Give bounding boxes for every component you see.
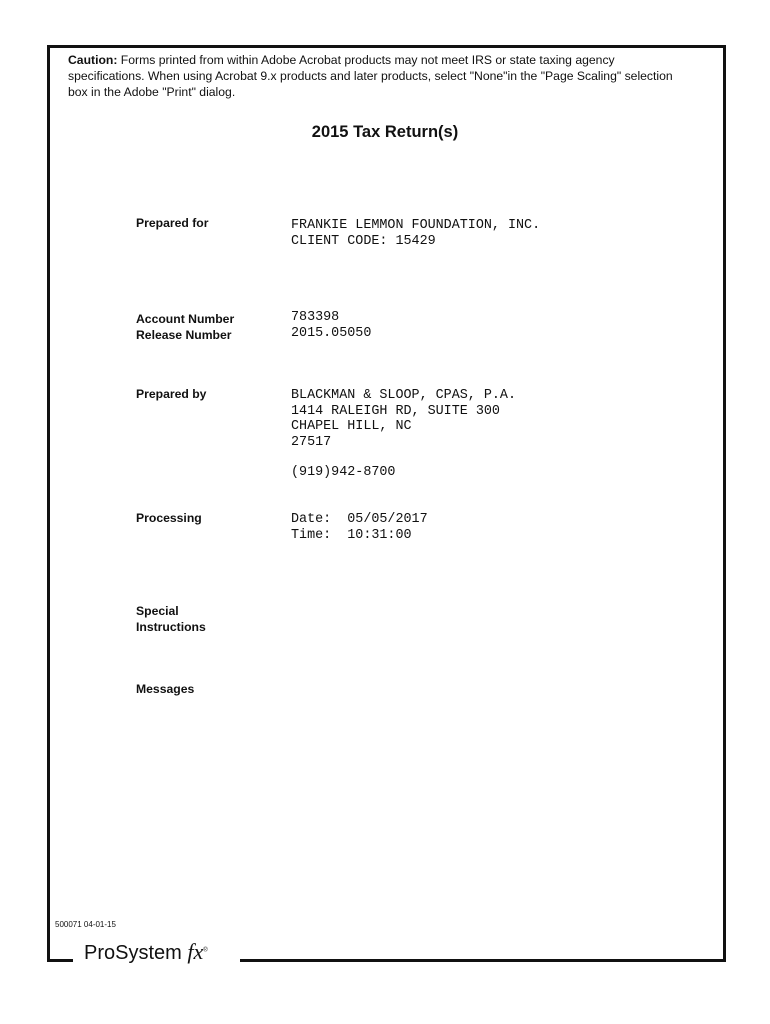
caution-label: Caution: bbox=[68, 53, 118, 67]
release-number-value: 2015.05050 bbox=[291, 325, 372, 341]
release-number-label: Release Number bbox=[136, 328, 232, 342]
client-code: CLIENT CODE: 15429 bbox=[291, 233, 436, 249]
account-number-value: 783398 bbox=[291, 310, 340, 325]
caution-text: Forms printed from within Adobe Acrobat products may not meet IRS or state taxing agency specifications. When using Acrobat 9.x products and later products, select "None"in the "Page Scaling" selection box in the Adobe "Print" dialog. bbox=[68, 53, 673, 99]
processing-date: Date: 05/05/2017 bbox=[291, 512, 428, 527]
account-number-label: Account Number bbox=[136, 312, 235, 326]
page-title: 2015 Tax Return(s) bbox=[311, 123, 459, 141]
brand-registered-mark: ® bbox=[203, 947, 208, 954]
page-border bbox=[47, 45, 726, 962]
preparer-name: BLACKMAN & SLOOP, CPAS, P.A. bbox=[291, 388, 516, 403]
bottom-rule-right bbox=[240, 959, 723, 962]
caution-notice bbox=[68, 52, 688, 100]
preparer-address-city: CHAPEL HILL, NC bbox=[291, 419, 412, 434]
brand-main: ProSystem bbox=[84, 942, 188, 964]
processing-time: Time: 10:31:00 bbox=[291, 527, 412, 543]
preparer-address-street: 1414 RALEIGH RD, SUITE 300 bbox=[291, 403, 500, 419]
prepared-for-label: Prepared for bbox=[136, 216, 209, 230]
brand-fx: fx bbox=[187, 939, 204, 964]
preparer-address-zip: 27517 bbox=[291, 434, 332, 450]
form-code: 500071 04-01-15 bbox=[55, 920, 116, 929]
client-name: FRANKIE LEMMON FOUNDATION, INC. bbox=[291, 218, 541, 233]
preparer-phone: (919)942-8700 bbox=[291, 465, 396, 480]
prosystem-fx-logo bbox=[84, 939, 208, 965]
processing-label: Processing bbox=[136, 511, 202, 525]
special-instructions-label-line1: Special bbox=[136, 604, 179, 618]
special-instructions-label-line2: Instructions bbox=[136, 620, 206, 634]
bottom-rule-left bbox=[47, 959, 73, 962]
prepared-by-label: Prepared by bbox=[136, 387, 207, 401]
messages-label: Messages bbox=[136, 682, 195, 696]
